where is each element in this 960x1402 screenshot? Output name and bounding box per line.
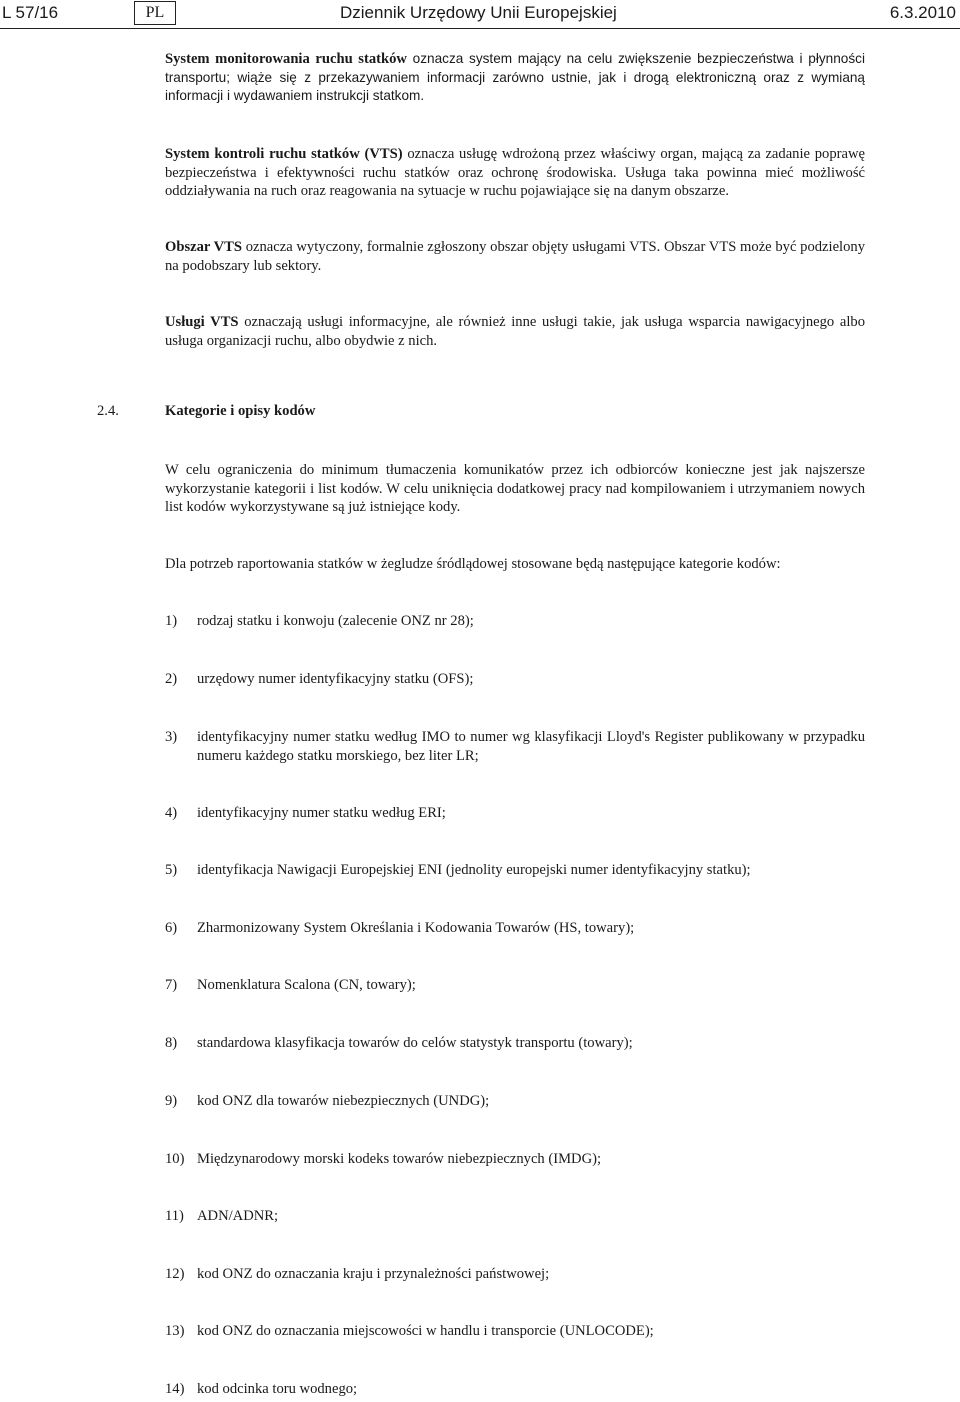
definition-paragraph bbox=[165, 313, 865, 350]
definition-text: oznacza usługę wdrożoną przez właściwy organ, mającą za zadanie poprawę bezpieczeństwa i efektywności ruchu statków oraz ochronę środowiska. Usługa taka powinna mieć możliwość oddziaływania na ruch oraz reagowania na sytuacje w ruchu pojawiające się na danym obszarze. bbox=[165, 146, 865, 199]
intro-paragraph: Dla potrzeb raportowania statków w żegludze śródlądowej stosowane będą następujące kategorie kodów: bbox=[165, 556, 781, 572]
list-item-number: 14) bbox=[165, 1381, 185, 1397]
page-number: L 57/16 bbox=[2, 3, 59, 22]
definition-paragraph bbox=[165, 145, 865, 201]
definition-text: oznacza wytyczony, formalnie zgłoszony obszar objęty usługami VTS. Obszar VTS może być podzielony na podobszary lub sektory. bbox=[165, 239, 865, 274]
list-item-text: Zharmonizowany System Określania i Kodowania Towarów (HS, towary); bbox=[197, 920, 635, 936]
definition-text: oznaczają usługi informacyjne, ale również inne usługi takie, jak usługa wsparcia nawigacyjnego albo usługa organizacji ruchu, albo obydwie z nich. bbox=[165, 314, 866, 349]
page-header bbox=[0, 0, 960, 29]
language-code: PL bbox=[134, 1, 176, 25]
list-item-text: rodzaj statku i konwoju (zalecenie ONZ nr 28); bbox=[197, 613, 474, 629]
list-item-number: 6) bbox=[165, 920, 178, 936]
list-item-number: 8) bbox=[165, 1035, 178, 1051]
list-item-text: identyfikacyjny numer statku według ERI; bbox=[197, 805, 446, 821]
section-number: 2.4. bbox=[97, 403, 119, 419]
list-item-number: 4) bbox=[165, 805, 178, 821]
list-item-number: 7) bbox=[165, 977, 178, 993]
list-item-text: standardowa klasyfikacja towarów do celów statystyk transportu (towary); bbox=[197, 1035, 633, 1051]
list-item-number: 9) bbox=[165, 1093, 178, 1109]
list-item-text: kod ONZ do oznaczania kraju i przynależności państwowej; bbox=[197, 1266, 550, 1282]
list-item-number: 12) bbox=[165, 1266, 185, 1282]
list-item-number: 5) bbox=[165, 862, 178, 878]
journal-title: Dziennik Urzędowy Unii Europejskiej bbox=[340, 3, 617, 22]
list-item-number: 13) bbox=[165, 1323, 185, 1339]
definition-term: System monitorowania ruchu statków bbox=[165, 51, 407, 67]
list-item-text: kod ONZ do oznaczania miejscowości w handlu i transporcie (UNLOCODE); bbox=[197, 1323, 654, 1339]
definition-term: Obszar VTS bbox=[165, 239, 242, 255]
list-item-number: 1) bbox=[165, 613, 178, 629]
list-item-number: 11) bbox=[165, 1208, 184, 1224]
section-title: Kategorie i opisy kodów bbox=[165, 403, 316, 419]
definition-paragraph bbox=[165, 238, 865, 275]
list-item-text: identyfikacyjny numer statku według IMO to numer wg klasyfikacji Lloyd's Register publikowany w przypadku numeru każdego statku morskiego, bez liter LR; bbox=[197, 729, 865, 764]
list-item-text: kod odcinka toru wodnego; bbox=[197, 1381, 358, 1397]
definition-text: oznacza system mający na celu zwiększenie bezpieczeństwa i płynności transportu; wiąże się z przekazywaniem informacji zarówno ustnie, jak i drogą elektroniczną oraz z wymianą informacji i wydawaniem instrukcji statkom. bbox=[165, 51, 865, 103]
list-item-number: 2) bbox=[165, 671, 178, 687]
list-item-text: Międzynarodowy morski kodeks towarów niebezpiecznych (IMDG); bbox=[197, 1151, 602, 1167]
publication-date: 6.3.2010 bbox=[889, 3, 956, 22]
list-item-text: kod ONZ dla towarów niebezpiecznych (UNDG); bbox=[197, 1093, 490, 1109]
definition-term: System kontroli ruchu statków (VTS) bbox=[165, 146, 403, 162]
list-item-text: Nomenklatura Scalona (CN, towary); bbox=[197, 977, 416, 993]
list-item-text: ADN/ADNR; bbox=[197, 1208, 279, 1224]
definition-term: Usługi VTS bbox=[165, 314, 239, 330]
list-item-number: 3) bbox=[165, 729, 178, 745]
definition-paragraph bbox=[165, 50, 865, 106]
list-item-text: identyfikacja Nawigacji Europejskiej ENI (jednolity europejski numer identyfikacyjny statku); bbox=[197, 862, 751, 878]
intro-paragraph: W celu ograniczenia do minimum tłumaczenia komunikatów przez ich odbiorców konieczne jest jak najszersze wykorzystanie kategorii i list kodów. W celu uniknięcia dodatkowej pracy nad kompilowaniem i utrzymaniem nowych list kodów wykorzystywane są już istniejące kody. bbox=[165, 462, 865, 515]
list-item-number: 10) bbox=[165, 1151, 185, 1167]
list-item-text: urzędowy numer identyfikacyjny statku (OFS); bbox=[197, 671, 474, 687]
